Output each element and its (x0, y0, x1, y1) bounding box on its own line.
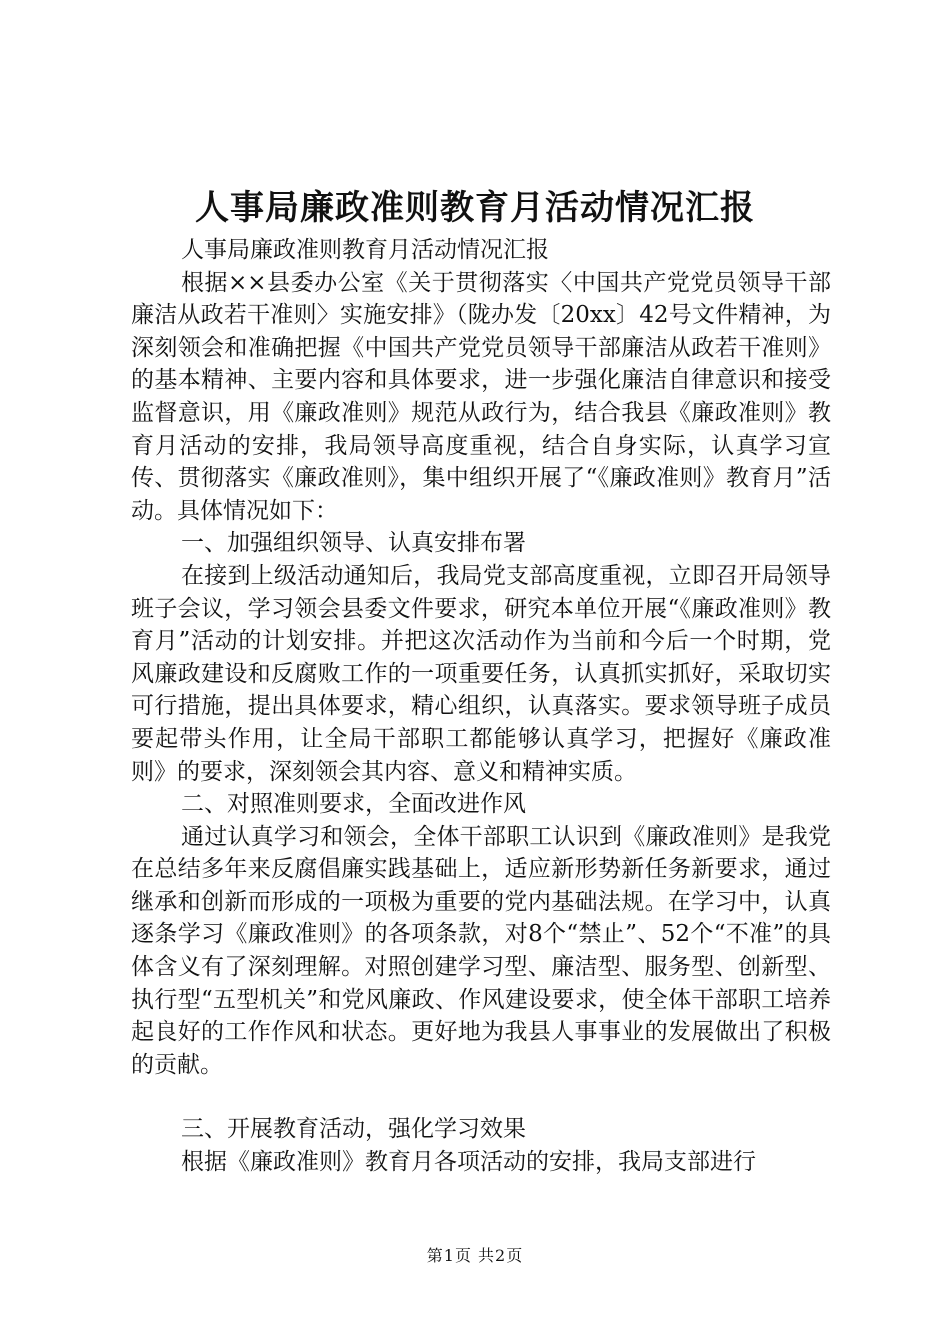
section-heading-2: 二、对照准则要求，全面改进作风 (181, 791, 526, 818)
page-footer: 第1页 共2页 (426, 1246, 524, 1265)
section-paragraph-1: 在接到上级活动通知后，我局党支部高度重视，立即召开局领导班子会议，学习领会县委文件要求，研究本单位开展“《廉政准则》教育月”活动的计划安排。并把这次活动作为当前和今后一个时期，党风廉政建设和反腐败工作的一项重要任务，认真抓实抓好，采取切实可行措施，提出具体要求，精心组织，认真落实。要求领导班子成员要起带头作用，让全局干部职工都能够认真学习，把握好《廉政准则》的要求，深刻领会其内容、意义和精神实质。 (131, 562, 831, 785)
section-paragraph-2: 通过认真学习和领会，全体干部职工认识到《廉政准则》是我党在总结多年来反腐倡廉实践基础上，适应新形势新任务新要求，通过继承和创新而形成的一项极为重要的党内基础法规。在学习中，认真逐条学习《廉政准则》的各项条款，对8个“禁止”、52个“不准”的具体含义有了深刻理解。对照创建学习型、廉洁型、服务型、创新型、执行型“五型机关”和党风廉政、作风建设要求，使全体干部职工培养起良好的工作作风和状态。更好地为我县人事事业的发展做出了积极的贡献。 (131, 823, 831, 1078)
section-heading-1: 一、加强组织领导、认真安排布署 (181, 530, 526, 557)
paragraph-spacer (131, 1081, 831, 1113)
section-paragraph-3: 根据《廉政准则》教育月各项活动的安排，我局支部进行 (181, 1149, 756, 1176)
intro-paragraph: 根据××县委办公室《关于贯彻落实〈中国共产党党员领导干部廉洁从政若干准则〉实施安排》（陇办发〔20xx〕42号文件精神，为深刻领会和准确把握《中国共产党党员领导干部廉洁从政若干准则》的基本精神、主要内容和具体要求，进一步强化廉洁自律意识和接受监督意识，用《廉政准则》规范从政行为，结合我县《廉政准则》教育月活动的安排，我局领导高度重视，结合自身实际，认真学习宣传、贯彻落实《廉政准则》，集中组织开展了“《廉政准则》教育月”活动。具体情况如下： (131, 269, 831, 524)
section-heading-3: 三、开展教育活动，强化学习效果 (181, 1116, 526, 1143)
document-subtitle: 人事局廉政准则教育月活动情况汇报 (181, 237, 549, 263)
document-body (131, 234, 831, 1179)
document-title: 人事局廉政准则教育月活动情况汇报 (195, 188, 755, 228)
